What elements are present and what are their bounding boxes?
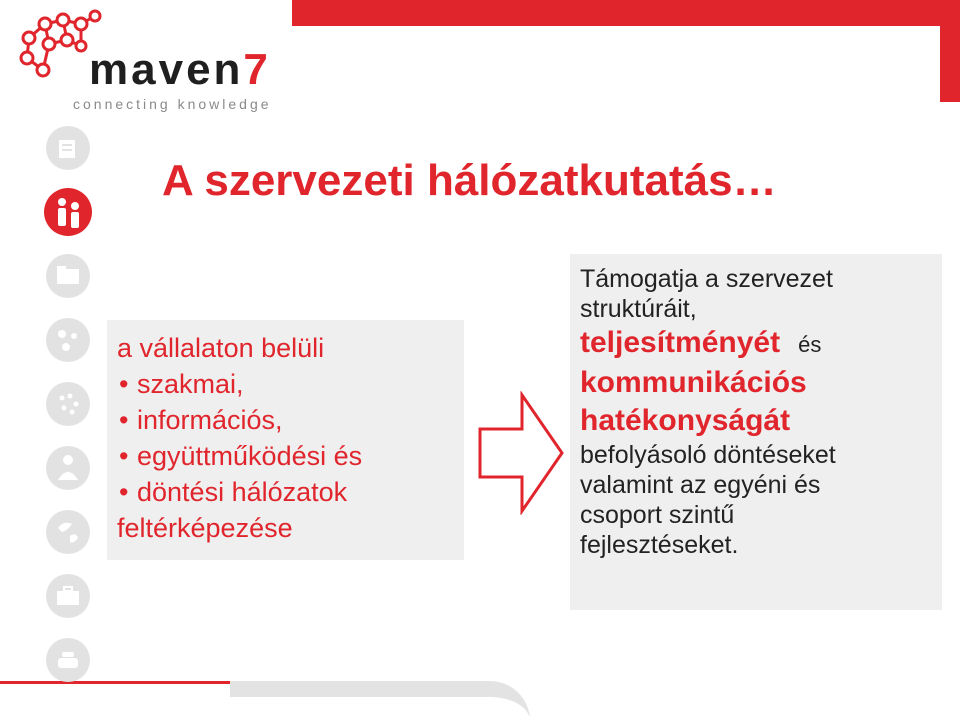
right-line-5: csoport szintű [580, 501, 735, 529]
person-icon[interactable] [42, 442, 94, 494]
highlight-performance: teljesítményét [580, 326, 781, 359]
right-line-4: valamint az egyéni és [580, 471, 821, 499]
briefcase-icon[interactable] [42, 570, 94, 622]
phone-icon[interactable] [42, 634, 94, 686]
right-line-2: struktúráit, [580, 295, 697, 323]
dots-icon[interactable] [42, 378, 94, 430]
connector-word: és [798, 332, 822, 357]
document-icon[interactable] [42, 122, 94, 174]
slide-title: A szervezeti hálózatkutatás… [162, 156, 777, 205]
right-arrow-icon [478, 391, 564, 515]
right-text-box [570, 254, 942, 610]
globe-icon[interactable] [42, 506, 94, 558]
left-text-box [107, 320, 464, 560]
network-type-list [117, 366, 464, 510]
list-item: • információs, [117, 402, 464, 438]
folder-icon[interactable] [42, 250, 94, 302]
right-highlight-1-row [580, 324, 942, 364]
top-accent-bar [292, 0, 960, 26]
people-icon[interactable] [42, 186, 94, 238]
top-accent-bar-stub [940, 26, 960, 102]
logo-wordmark: maven7 [89, 45, 271, 94]
logo-tagline: connecting knowledge [73, 96, 272, 112]
logo-numeral: 7 [243, 45, 271, 94]
left-outro: feltérképezése [117, 513, 293, 543]
list-item: • együttműködési és [117, 438, 464, 474]
bottom-gray-arc [230, 681, 530, 716]
side-icon-column [42, 122, 98, 682]
network-icon[interactable] [42, 314, 94, 366]
bottom-accent-line [0, 681, 230, 684]
left-intro: a vállalaton belüli [117, 333, 325, 363]
highlight-communication: kommunikációs [580, 366, 807, 399]
right-line-6: fejlesztéseket. [580, 531, 739, 559]
list-item: • szakmai, [117, 366, 464, 402]
maven7-logo [15, 4, 295, 116]
highlight-efficiency: hatékonyságát [580, 404, 791, 437]
list-item: • döntési hálózatok [117, 474, 464, 510]
right-line-1: Támogatja a szervezet [580, 265, 833, 293]
right-line-3: befolyásoló döntéseket [580, 441, 836, 469]
